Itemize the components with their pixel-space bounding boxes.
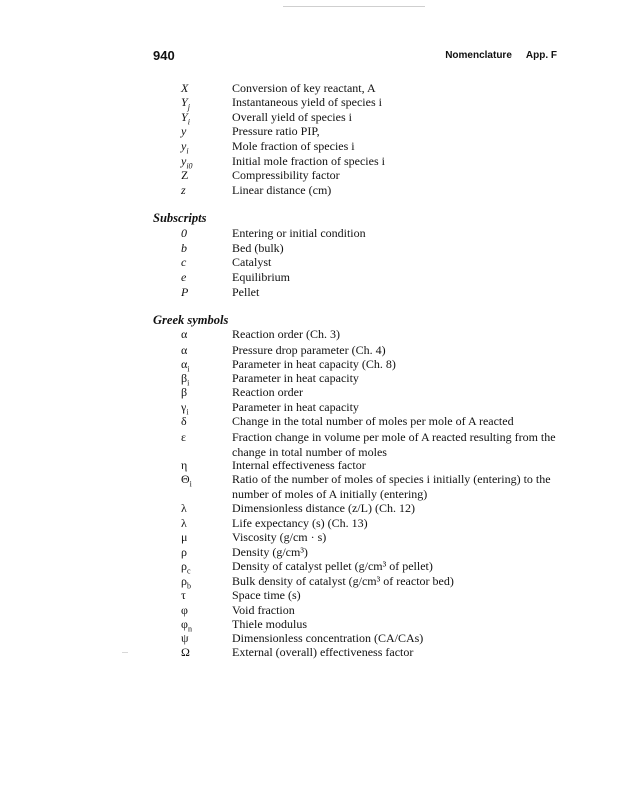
page-header: [153, 48, 557, 64]
entry-symbol: Z: [181, 168, 189, 182]
nomenclature-entry: [0, 530, 632, 545]
nomenclature-entry: [0, 588, 632, 603]
entry-description: Parameter in heat capacity (Ch. 8): [232, 357, 396, 371]
entry-symbol: X: [181, 81, 189, 95]
entry-symbol: Ω: [181, 645, 190, 659]
entry-symbol: $\gamma_i$: [181, 400, 189, 417]
nomenclature-entry: [0, 285, 632, 300]
entry-symbol: α: [181, 343, 188, 357]
entry-description: Conversion of key reactant, A: [232, 81, 376, 95]
section-heading-subscripts: Subscripts: [153, 211, 207, 225]
entry-symbol: c: [181, 255, 187, 269]
entry-description: Pressure ratio PIP,: [232, 124, 320, 138]
entry-description: Density (g/cm³): [232, 545, 308, 559]
nomenclature-entry: [0, 545, 632, 560]
nomenclature-entry: [0, 124, 632, 139]
entry-description: Compressibility factor: [232, 168, 340, 182]
nomenclature-entry: [0, 501, 632, 516]
entry-symbol: $Y_i$: [181, 110, 190, 127]
nomenclature-entry: [0, 472, 632, 502]
entry-symbol: β: [181, 385, 188, 399]
nomenclature-entry: [0, 255, 632, 270]
nomenclature-entry: [0, 385, 632, 400]
entry-description: Thiele modulus: [232, 617, 307, 631]
running-head: [445, 50, 557, 61]
nomenclature-entry: [0, 95, 632, 110]
entry-description: Bulk density of catalyst (g/cm³ of reactor bed): [232, 574, 454, 588]
entry-symbol: $\rho_c$: [181, 559, 191, 576]
nomenclature-entry: [0, 559, 632, 574]
nomenclature-entry: [0, 81, 632, 96]
entry-description: Pellet: [232, 285, 260, 299]
nomenclature-entry: [0, 430, 632, 460]
nomenclature-entry: [0, 631, 632, 646]
entry-description: Parameter in heat capacity: [232, 400, 359, 414]
entry-description: Entering or initial condition: [232, 226, 366, 240]
chapter-title: Nomenclature: [445, 50, 512, 61]
entry-description: Overall yield of species i: [232, 110, 352, 124]
nomenclature-entry: [0, 371, 632, 386]
entry-symbol: δ: [181, 414, 187, 428]
nomenclature-entry: [0, 241, 632, 256]
section-heading-greek: Greek symbols: [153, 313, 229, 327]
nomenclature-entry: [0, 154, 632, 169]
entry-symbol: $\rho_b$: [181, 574, 191, 591]
entry-symbol: b: [181, 241, 187, 255]
nomenclature-entry: [0, 183, 632, 198]
entry-symbol: z: [181, 183, 186, 197]
entry-symbol: ρ: [181, 545, 187, 559]
entry-description: Life expectancy (s) (Ch. 13): [232, 516, 368, 530]
nomenclature-entry: [0, 168, 632, 183]
nomenclature-entry: [0, 270, 632, 285]
entry-description: Instantaneous yield of species i: [232, 95, 382, 109]
entry-description: Reaction order (Ch. 3): [232, 327, 340, 341]
nomenclature-entry: [0, 414, 632, 429]
entry-symbol: μ: [181, 530, 188, 544]
entry-symbol: e: [181, 270, 187, 284]
top-rule: [283, 6, 425, 7]
entry-symbol: 0: [181, 226, 187, 240]
entry-description: Void fraction: [232, 603, 295, 617]
nomenclature-entry: [0, 357, 632, 372]
appendix-label: App. F: [525, 50, 557, 61]
nomenclature-entry: [0, 400, 632, 415]
nomenclature-entry: [0, 645, 632, 660]
entry-symbol: ε: [181, 430, 187, 444]
nomenclature-entry: [0, 516, 632, 531]
entry-description: Parameter in heat capacity: [232, 371, 359, 385]
entry-symbol: $\alpha_i$: [181, 357, 190, 374]
entry-description: Bed (bulk): [232, 241, 284, 255]
entry-description: Dimensionless distance (z/L) (Ch. 12): [232, 501, 415, 515]
entry-description: Ratio of the number of moles of species i initially (entering) to the number of moles of A initially (entering): [232, 472, 551, 501]
entry-description: Reaction order: [232, 385, 303, 399]
page-number: 940: [153, 48, 175, 63]
nomenclature-entry: [0, 110, 632, 125]
entry-description: Internal effectiveness factor: [232, 458, 366, 472]
entry-symbol: $\varphi_n$: [181, 617, 192, 634]
entry-symbol: λ: [181, 516, 187, 530]
entry-symbol: $Y_j$: [181, 95, 190, 112]
entry-description: Equilibrium: [232, 270, 290, 284]
scan-mark: [122, 652, 128, 653]
entry-symbol: $y_{i0}$: [181, 154, 193, 171]
nomenclature-entry: [0, 139, 632, 154]
entry-symbol: α: [181, 327, 188, 341]
entry-description: Linear distance (cm): [232, 183, 332, 197]
entry-symbol: y: [181, 124, 187, 138]
entry-description: Viscosity (g/cm · s): [232, 530, 327, 544]
nomenclature-entry: [0, 327, 632, 342]
nomenclature-entry: [0, 574, 632, 589]
entry-symbol: τ: [181, 588, 186, 602]
entry-symbol: P: [181, 285, 189, 299]
entry-description: Change in the total number of moles per mole of A reacted: [232, 414, 514, 428]
entry-symbol: ψ: [181, 631, 189, 645]
entry-symbol: η: [181, 458, 188, 472]
nomenclature-entry: [0, 603, 632, 618]
nomenclature-entry: [0, 458, 632, 473]
entry-symbol: $y_i$: [181, 139, 189, 156]
entry-description: Dimensionless concentration (CA/CAs): [232, 631, 424, 645]
entry-symbol: $\beta_i$: [181, 371, 190, 388]
entry-description: Fraction change in volume per mole of A reacted resulting from the change in total number of moles: [232, 430, 556, 459]
entry-description: Mole fraction of species i: [232, 139, 355, 153]
entry-symbol: φ: [181, 603, 188, 617]
entry-symbol: λ: [181, 501, 187, 515]
entry-description: Initial mole fraction of species i: [232, 154, 385, 168]
entry-symbol: $\Theta_i$: [181, 472, 192, 489]
entry-description: External (overall) effectiveness factor: [232, 645, 414, 659]
entry-description: Density of catalyst pellet (g/cm³ of pellet): [232, 559, 433, 573]
entry-description: Pressure drop parameter (Ch. 4): [232, 343, 386, 357]
nomenclature-entry: [0, 617, 632, 632]
nomenclature-entry: [0, 343, 632, 358]
nomenclature-entry: [0, 226, 632, 241]
entry-description: Catalyst: [232, 255, 272, 269]
entry-description: Space time (s): [232, 588, 301, 602]
